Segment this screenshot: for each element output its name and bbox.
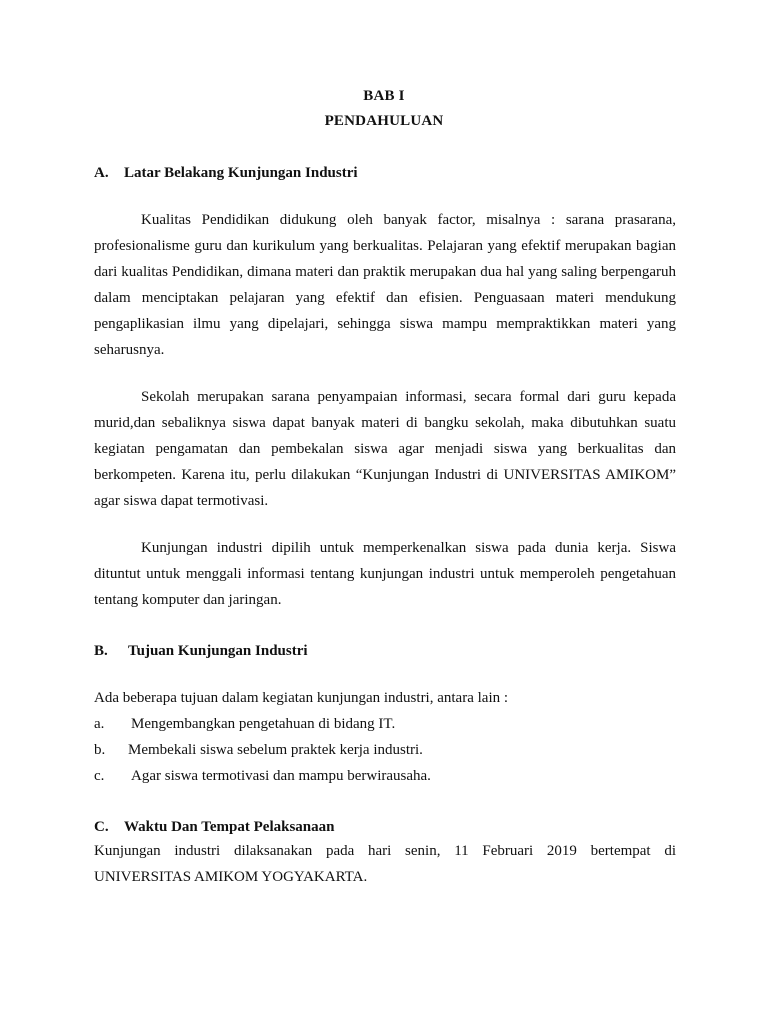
list-item: [94, 741, 423, 759]
list-item-text: Membekali siswa sebelum praktek kerja industri.: [128, 742, 423, 758]
chapter-number: BAB I: [363, 88, 405, 104]
list-item-marker: b.: [94, 742, 106, 758]
section-a-paragraph-3: Kunjungan industri dipilih untuk memperkenalkan siswa pada dunia kerja. Siswa dituntut untuk menggali informasi tentang kunjungan industri untuk memperoleh pengetahuan tentang komputer dan jaringan.: [94, 540, 676, 608]
section-a-marker: A.: [94, 165, 109, 181]
section-a-title: Latar Belakang Kunjungan Industri: [124, 165, 358, 181]
section-c-heading: [94, 818, 334, 836]
section-a-paragraph-1: Kualitas Pendidikan didukung oleh banyak factor, misalnya : sarana prasarana, profesionalisme guru dan kurikulum yang berkualitas. Pelajaran yang efektif merupakan bagian dari kualitas Pendidikan, dimana materi dan praktik merupakan dua hal yang saling berpengaruh dalam menciptakan pelajaran yang efektif dan efisien. Penguasaan materi mendukung pengaplikasian ilmu yang dipelajari, sehingga siswa mampu mempraktikkan materi yang seharusnya.: [94, 212, 676, 358]
section-c-marker: C.: [94, 819, 109, 835]
section-b-title: Tujuan Kunjungan Industri: [128, 643, 308, 659]
section-b-intro: Ada beberapa tujuan dalam kegiatan kunjungan industri, antara lain :: [94, 690, 509, 706]
section-c-paragraph: Kunjungan industri dilaksanakan pada hari senin, 11 Februari 2019 bertempat di UNIVERSITAS AMIKOM YOGYAKARTA.: [94, 843, 676, 885]
section-c-title: Waktu Dan Tempat Pelaksanaan: [124, 819, 335, 835]
section-b-heading: [94, 642, 308, 660]
list-item-text: Agar siswa termotivasi dan mampu berwirausaha.: [131, 768, 431, 784]
list-item-marker: c.: [94, 768, 105, 784]
section-a-heading: [94, 164, 358, 182]
section-a-paragraph-2: Sekolah merupakan sarana penyampaian informasi, secara formal dari guru kepada murid,dan sebaliknya siswa dapat banyak materi di bangku sekolah, maka dibutuhkan suatu kegiatan pengamatan dan pembekalan siswa agar menjadi siswa yang berkualitas dan berkompeten. Karena itu, perlu dilakukan “Kunjungan Industri di UNIVERSITAS AMIKOM” agar siswa dapat termotivasi.: [94, 389, 676, 509]
list-item: [94, 715, 395, 733]
list-item-marker: a.: [94, 716, 105, 732]
section-b-marker: B.: [94, 643, 108, 659]
list-item: [94, 767, 431, 785]
list-item-text: Mengembangkan pengetahuan di bidang IT.: [131, 716, 396, 732]
chapter-title: PENDAHULUAN: [324, 113, 444, 129]
